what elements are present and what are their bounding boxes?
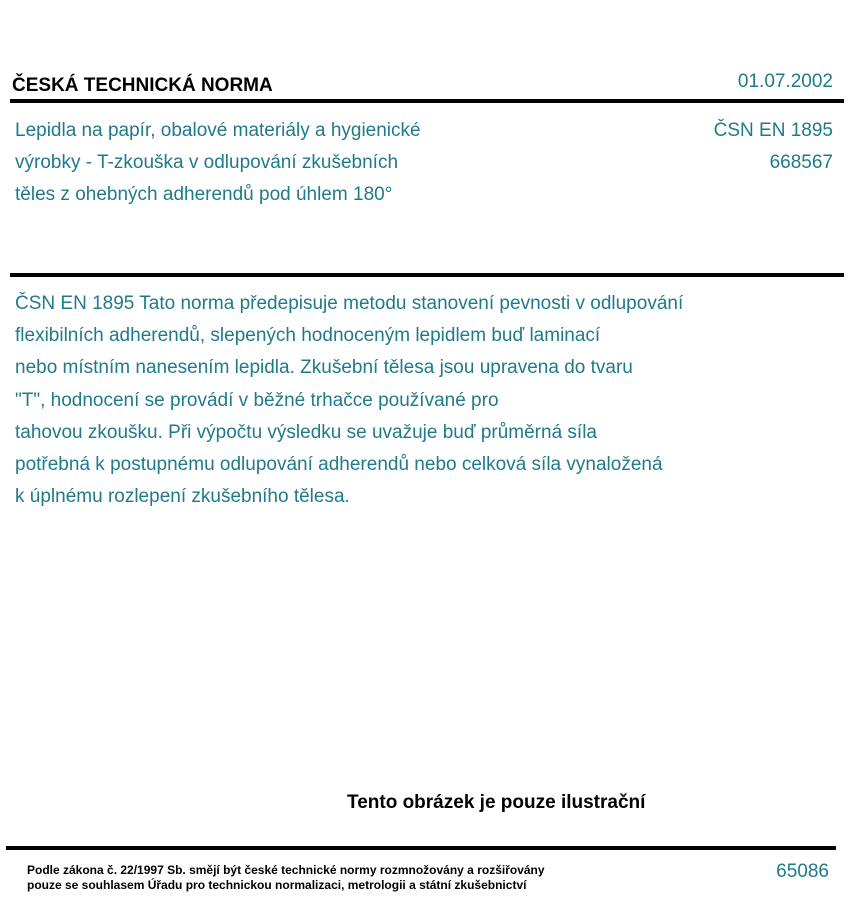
illustrative-notice: Tento obrázek je pouze ilustrační: [347, 792, 646, 813]
abstract-line: potřebná k postupnému odlupování adherendů nebo celková síla vynaložená: [15, 454, 663, 476]
abstract-line: ČSN EN 1895 Tato norma předepisuje metodu stanovení pevnosti v odlupování: [15, 293, 684, 314]
document-number: 65086: [776, 861, 829, 882]
standard-identifiers: [714, 115, 833, 179]
standard-title: [15, 115, 575, 211]
abstract-line: nebo místním nanesením lepidla. Zkušební tělesa jsou upravena do tvaru: [15, 357, 633, 379]
header-divider: [10, 99, 844, 103]
abstract-line: flexibilních adherendů, slepených hodnoceným lepidlem buď laminací: [15, 325, 601, 347]
abstract-line: k úplnému rozlepení zkušebního tělesa.: [15, 486, 350, 508]
legal-notice-line: pouze se souhlasem Úřadu pro technickou normalizaci, metrologii a státní zkušebnictví: [27, 878, 527, 892]
legal-notice-line: Podle zákona č. 22/1997 Sb. smějí být české technické normy rozmnožovány a rozšiřovány: [27, 863, 545, 877]
catalog-number: 668567: [769, 152, 833, 173]
footer-divider: [6, 846, 836, 850]
standard-title-line: výrobky - T-zkouška v odlupování zkušebních: [15, 152, 399, 173]
title-divider: [10, 273, 844, 277]
document-type-heading: ČESKÁ TECHNICKÁ NORMA: [12, 75, 273, 96]
legal-notice: [27, 863, 545, 893]
standard-code: ČSN EN 1895: [713, 120, 833, 141]
abstract-line: "T", hodnocení se provádí v běžné trhačce používané pro: [15, 389, 499, 411]
publication-date: 01.07.2002: [737, 71, 833, 92]
abstract-text: [15, 288, 815, 513]
standard-title-line: těles z ohebných adherendů pod úhlem 180°: [15, 184, 393, 205]
abstract-line: tahovou zkoušku. Při výpočtu výsledku se uvažuje buď průměrná síla: [15, 421, 597, 443]
standard-title-line: Lepidla na papír, obalové materiály a hygienické: [15, 120, 421, 141]
